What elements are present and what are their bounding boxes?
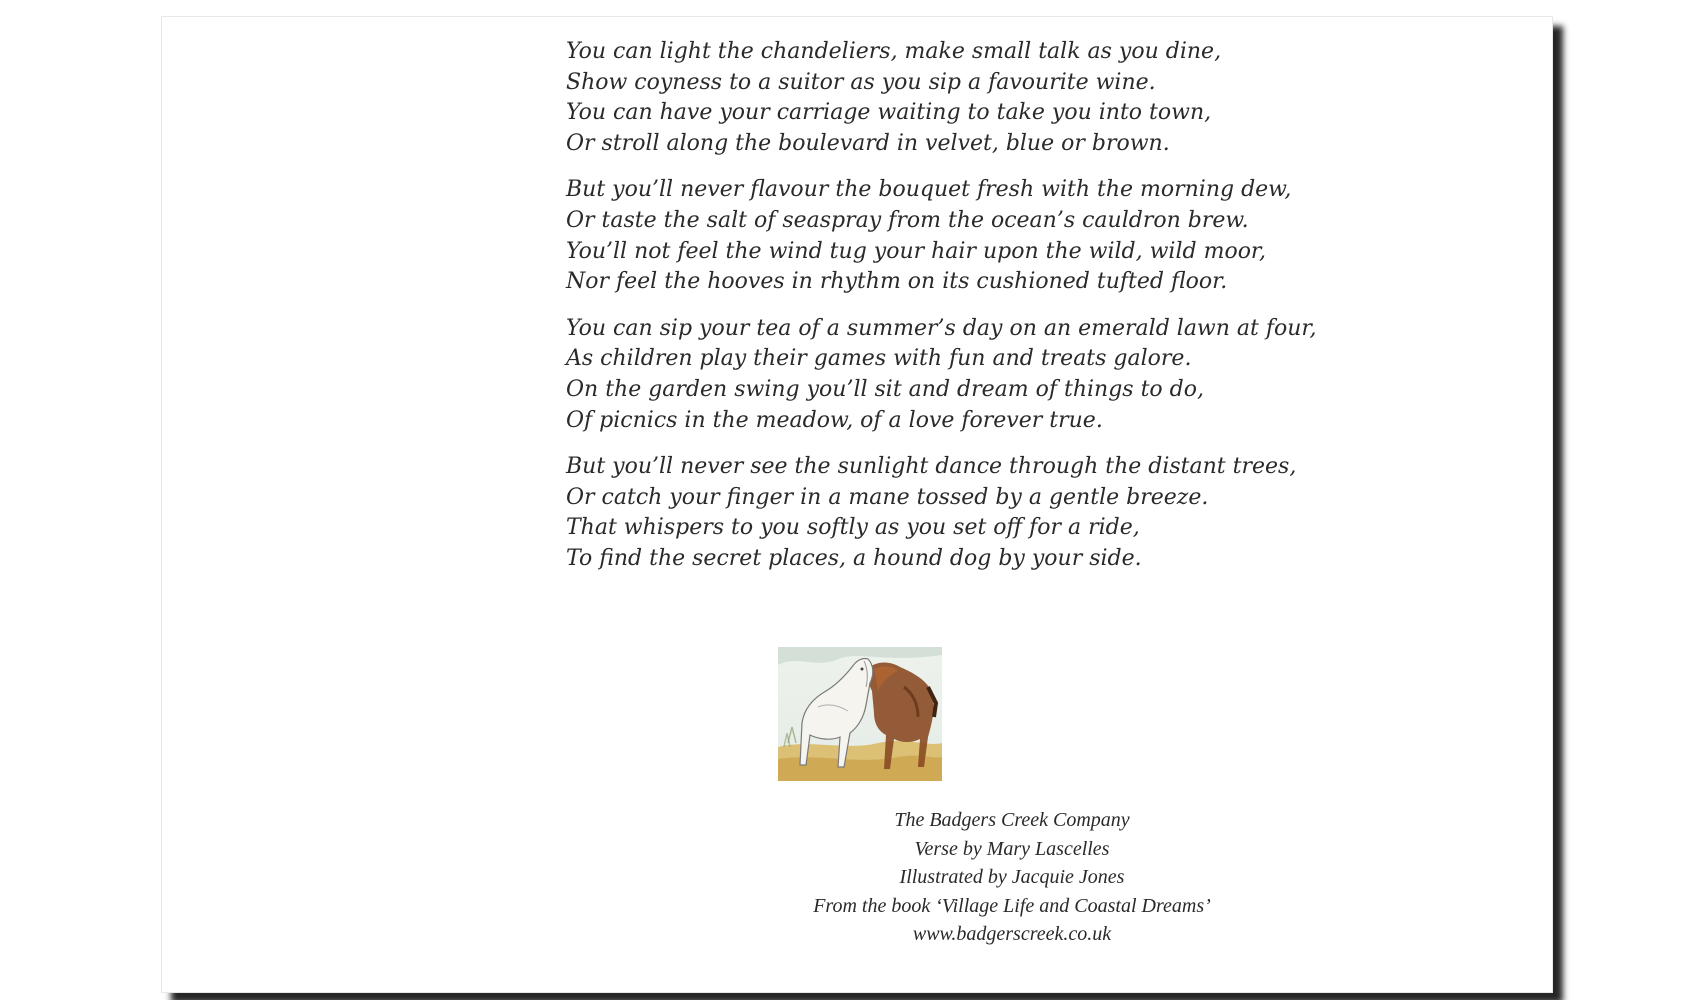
company-name: The Badgers Creek Company [894, 809, 1130, 831]
two-horses-watercolour-icon [778, 647, 942, 781]
poem-line: You can have your carriage waiting to take you into town, [566, 100, 1212, 126]
book-credit: From the book ‘Village Life and Coastal Dreams’ [813, 894, 1211, 917]
poem-line: Show coyness to a suitor as you sip a favourite wine. [566, 69, 1156, 95]
poem-line: Of picnics in the meadow, of a love forever true. [566, 407, 1103, 433]
poem-line: Or taste the salt of seaspray from the ocean’s cauldron brew. [566, 207, 1249, 233]
poem-line: You’ll not feel the wind tug your hair upon the wild, wild moor, [566, 238, 1267, 264]
poem-stanza-3 [566, 314, 1366, 436]
poem-stanza-2 [566, 175, 1366, 297]
poem [566, 37, 1366, 591]
website-link[interactable]: www.badgerscreek.co.uk [912, 923, 1112, 945]
poem-line: Or catch your finger in a mane tossed by a gentle breeze. [566, 484, 1209, 510]
poem-line: You can light the chandeliers, make small talk as you dine, [566, 39, 1222, 64]
poem-stanza-1 [566, 37, 1366, 159]
poem-line: That whispers to you softly as you set off for a ride, [566, 515, 1140, 541]
poem-line: You can sip your tea of a summer’s day on an emerald lawn at four, [566, 315, 1317, 341]
poem-line: On the garden swing you’ll sit and dream of things to do, [566, 376, 1204, 402]
greeting-card-page [161, 16, 1553, 993]
illustrator-credit: Illustrated by Jacquie Jones [899, 866, 1125, 888]
poem-line: But you’ll never see the sunlight dance through the distant trees, [566, 454, 1297, 480]
poem-line: But you’ll never flavour the bouquet fresh with the morning dew, [566, 177, 1292, 203]
verse-credit: Verse by Mary Lascelles [914, 837, 1110, 860]
poem-line: As children play their games with fun and treats galore. [566, 346, 1192, 372]
poem-line: To find the secret places, a hound dog by your side. [566, 545, 1142, 571]
poem-line: Or stroll along the boulevard in velvet, blue or brown. [566, 130, 1170, 156]
credits [462, 806, 1562, 949]
poem-stanza-4 [566, 452, 1366, 574]
poem-line: Nor feel the hooves in rhythm on its cushioned tufted floor. [566, 269, 1228, 295]
